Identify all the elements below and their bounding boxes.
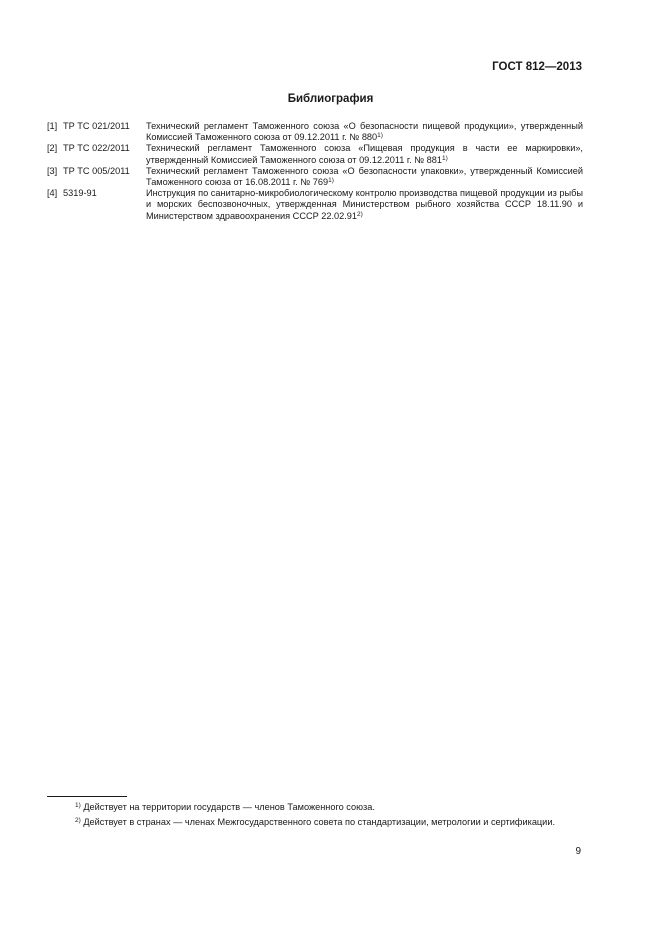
footnote-ref: 1): [328, 177, 334, 185]
footnote-divider: [47, 796, 127, 797]
bibliography-entry: [47, 121, 583, 143]
entry-code: ТР ТС 005/2011: [63, 165, 130, 176]
bibliography-entry: [47, 166, 583, 188]
section-title: Библиография: [287, 93, 374, 105]
bibliography-list: [47, 121, 583, 222]
entry-text: Технический регламент Таможенного союза «О безопасности пищевой продукции», утвержденный Комиссией Таможенного союза от 09.12.2011 г. № 880$^{1)}$: [146, 121, 583, 143]
footnote: $^{1)}$ Действует на территории государств — членов Таможенного союза.: [75, 802, 375, 812]
footnote-ref: 2): [357, 210, 363, 218]
entry-text: Технический регламент Таможенного союза «Пищевая продукция в части ее маркировки», утвержденный Комиссией Таможенного союза от 09.12.2011 г. № 881$^{1)}$: [146, 143, 583, 165]
entry-code: ТР ТС 022/2011: [63, 143, 130, 154]
page-number: 9: [575, 846, 581, 857]
standard-designation: ГОСТ 812—2013: [492, 61, 582, 73]
entry-number: [4]: [47, 188, 58, 199]
entry-number: [1]: [47, 121, 58, 131]
entry-number: [3]: [47, 165, 58, 176]
entry-number: [2]: [47, 143, 58, 154]
entry-text: Инструкция по санитарно-микробиологическому контролю производства пищевой продукции из рыбы и морских беспозвоночных, утвержденная Министерством рыбного хозяйства СССР 18.11.90 и Министерством здравоохранения СССР 22.02.91$^{2)}$: [146, 188, 583, 221]
entry-code: ТР ТС 021/2011: [63, 121, 130, 131]
footnotes: [47, 801, 583, 831]
footnote-ref: 1): [442, 154, 448, 162]
bibliography-entry: [47, 188, 583, 222]
bibliography-entry: [47, 143, 583, 165]
footnote-mark: 2): [75, 817, 81, 824]
footnote-mark: 1): [75, 802, 81, 809]
entry-text: Технический регламент Таможенного союза «О безопасности упаковки», утвержденный Комиссией Таможенного союза от 16.08.2011 г. № 769$^{1)}$: [146, 165, 583, 188]
entry-code: 5319-91: [63, 188, 97, 199]
footnote: $^{2)}$ Действует в странах — членах Межгосударственного совета по стандартизации, метрологии и сертификации.: [75, 817, 556, 827]
footnote-ref: 1): [377, 132, 383, 140]
